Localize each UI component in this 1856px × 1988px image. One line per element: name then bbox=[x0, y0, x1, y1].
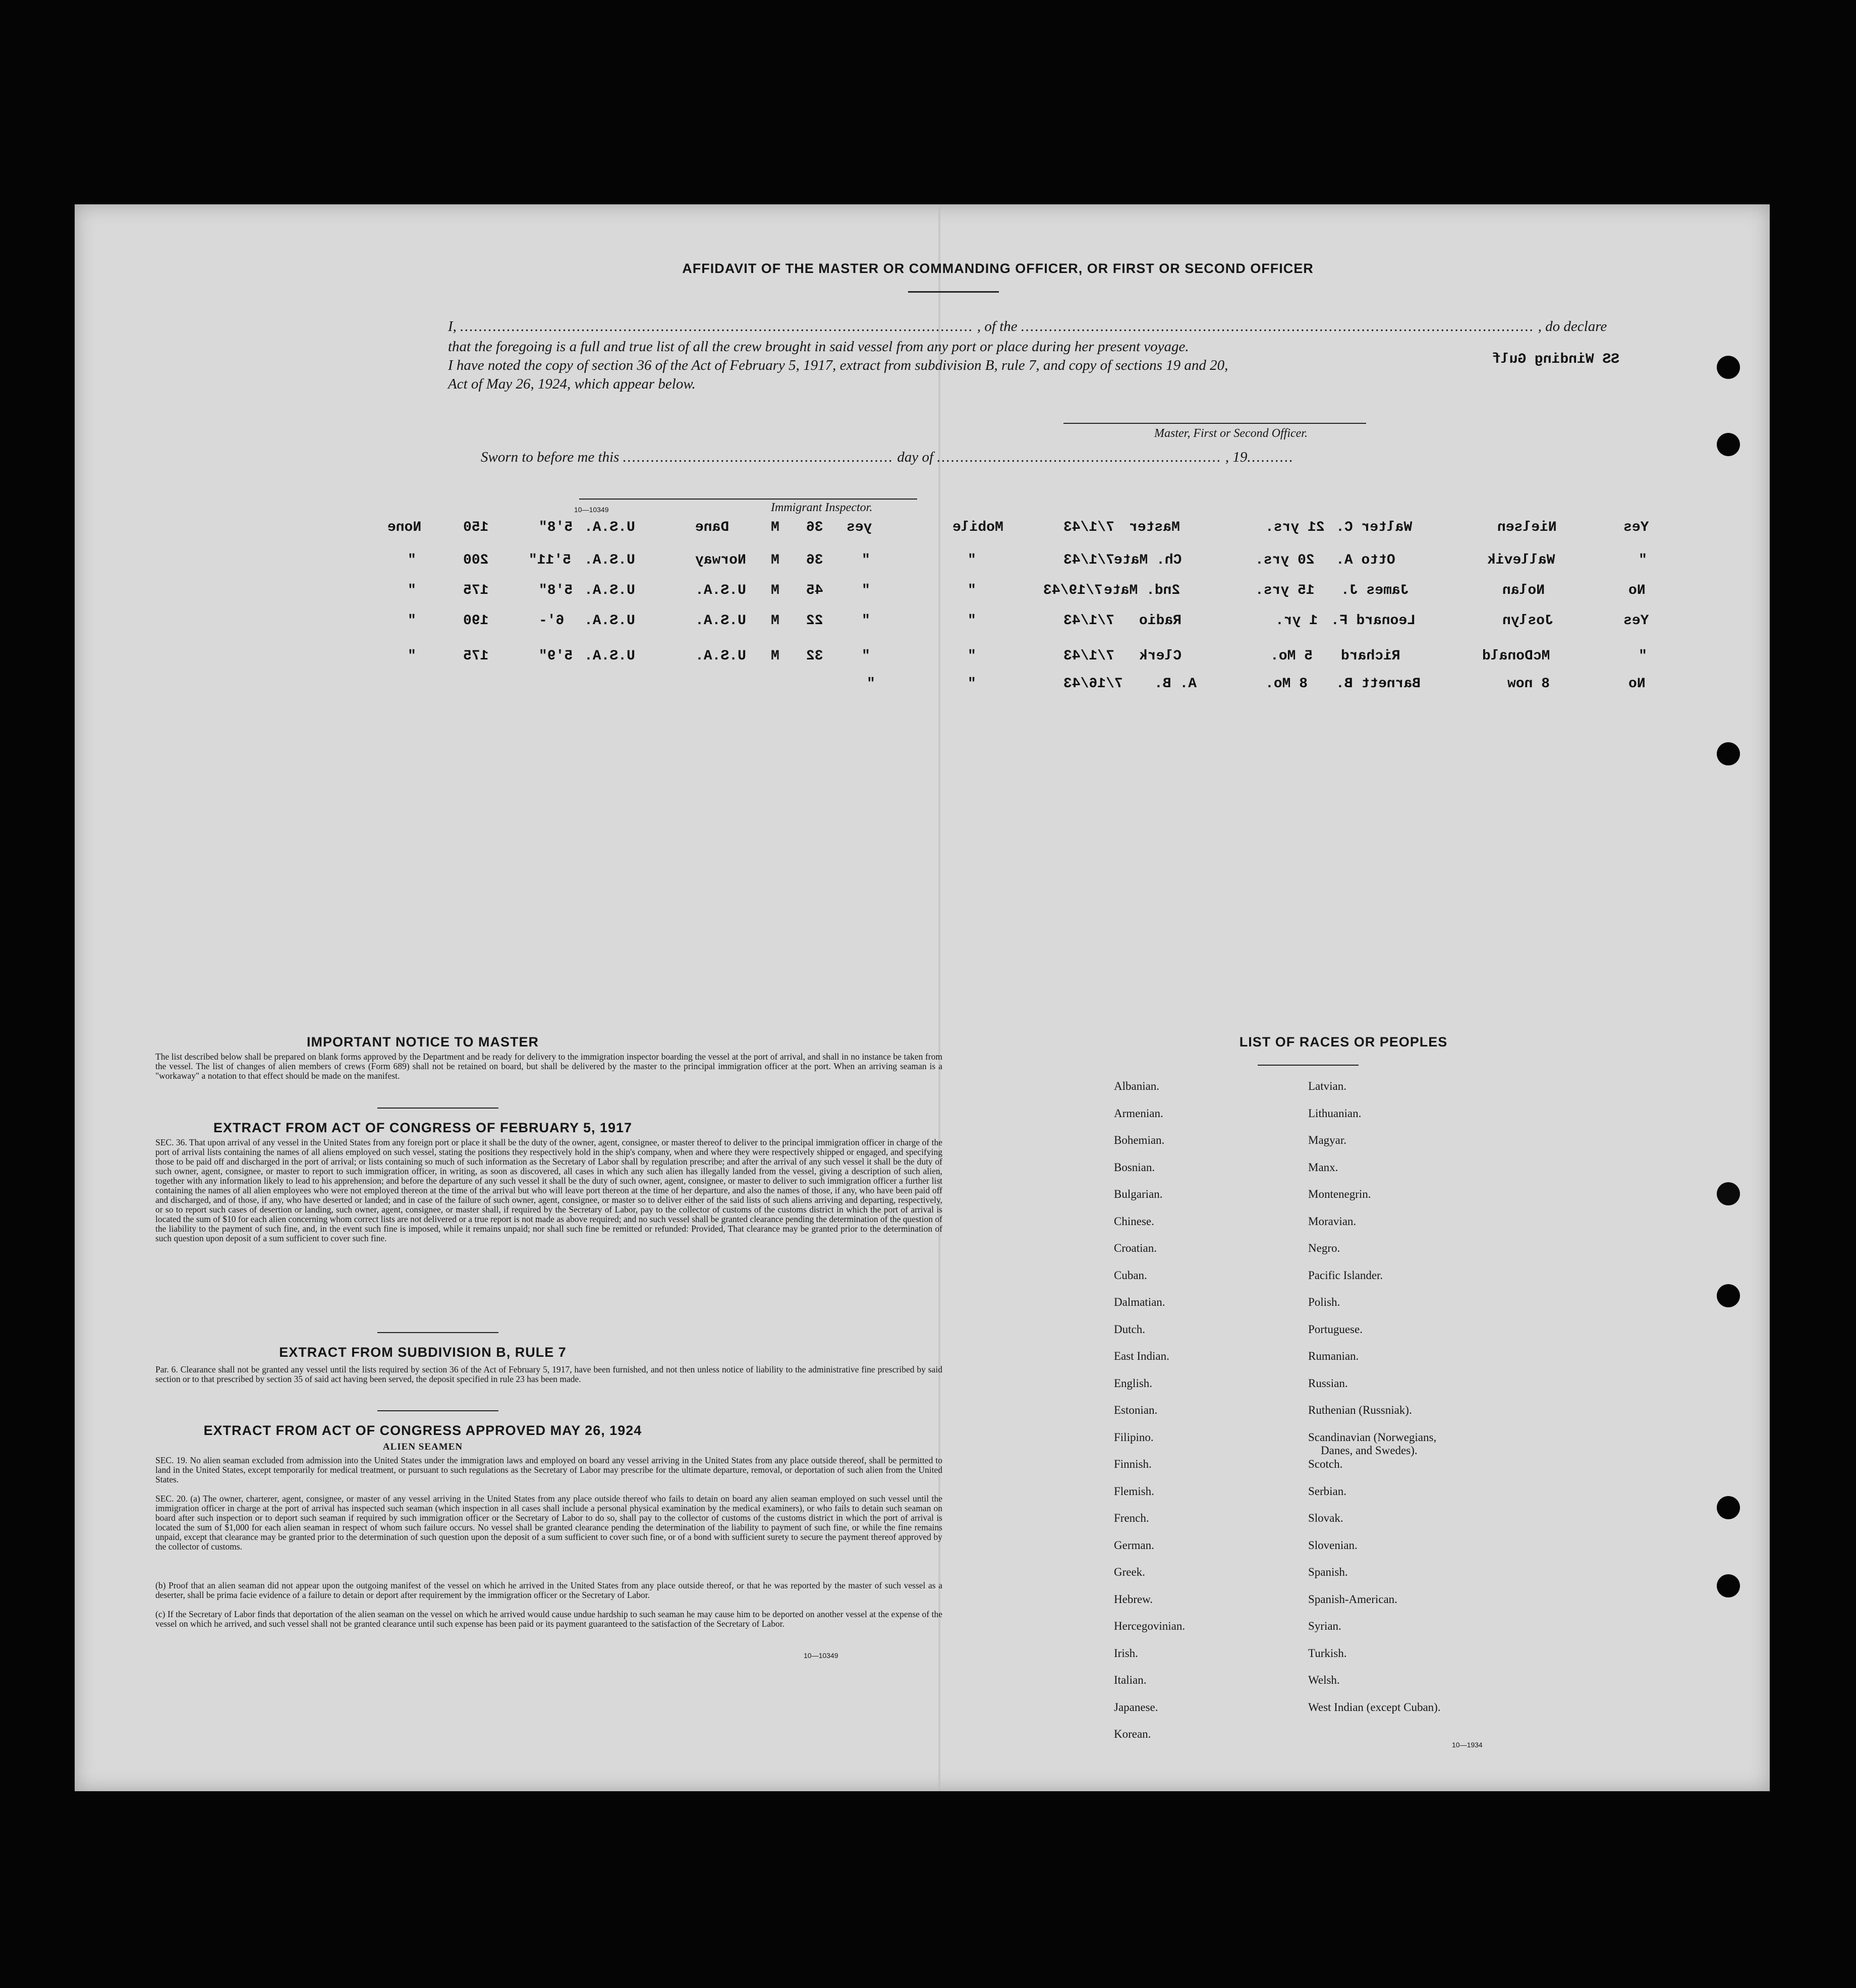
typed-cell: M bbox=[771, 613, 779, 629]
typed-cell: Clerk bbox=[1139, 648, 1182, 664]
typed-cell: 36 bbox=[806, 520, 823, 535]
race-item: Bohemian. bbox=[1114, 1134, 1165, 1146]
typed-cell: 150 bbox=[463, 520, 489, 535]
race-item: German. bbox=[1114, 1538, 1154, 1552]
race-item: Manx. bbox=[1308, 1161, 1338, 1174]
race-item: Moravian. bbox=[1308, 1214, 1357, 1228]
race-item: Turkish. bbox=[1308, 1646, 1347, 1660]
race-item: West Indian (except Cuban). bbox=[1308, 1700, 1441, 1714]
sworn-label: Sworn to before me this bbox=[481, 449, 620, 465]
typed-cell: Master bbox=[1129, 520, 1180, 535]
typed-cell: " bbox=[1639, 648, 1647, 664]
typed-cell: M bbox=[771, 520, 779, 535]
typed-cell: " bbox=[408, 648, 416, 664]
typed-cell: 8 now bbox=[1507, 676, 1550, 692]
typed-cell: U.S.A. bbox=[584, 553, 635, 568]
race-item: Bosnian. bbox=[1114, 1161, 1155, 1174]
act1924-sec19: SEC. 19. No alien seaman excluded from admission into the United States under the immigration laws and employed on board any vessel arriving in the United States from any place outside thereof, shall be permitted to land in the United States, except temporarily for medical treatment, or pursuant to such regulations as the Secretary of Labor may prescribe for the ultimate departure, removal, or deportation of such alien from the United States. bbox=[155, 1455, 942, 1484]
typed-cell: U.S.A. bbox=[584, 583, 635, 598]
act1924-subtitle: ALIEN SEAMEN bbox=[382, 1442, 463, 1452]
affidavit-line-4: Act of May 26, 1924, which appear below. bbox=[448, 376, 696, 392]
declarant-label: I, bbox=[448, 318, 457, 335]
race-item: Magyar. bbox=[1308, 1134, 1347, 1146]
typed-cell: " bbox=[862, 613, 870, 629]
race-item: Bulgarian. bbox=[1114, 1188, 1163, 1200]
typed-cell: 5'11" bbox=[529, 553, 572, 568]
notice-title: IMPORTANT NOTICE TO MASTER bbox=[307, 1034, 539, 1050]
typed-cell: yes bbox=[847, 520, 872, 535]
typed-cell: " bbox=[408, 613, 416, 629]
race-item: Polish. bbox=[1308, 1296, 1340, 1308]
typed-cell: Nielsen bbox=[1497, 520, 1557, 535]
typed-cell: McDonald bbox=[1482, 648, 1550, 664]
typed-cell: 5 Mo. bbox=[1270, 648, 1313, 664]
punch-hole bbox=[1717, 356, 1740, 379]
race-item: Spanish-American. bbox=[1308, 1592, 1397, 1606]
typed-cell: M bbox=[771, 648, 779, 664]
vessel-name-bleed: SS Winding Gulf bbox=[1492, 352, 1620, 367]
typed-cell: 21 yrs. bbox=[1265, 520, 1325, 535]
race-item: Cuban. bbox=[1114, 1268, 1147, 1282]
race-item: Rumanian. bbox=[1308, 1350, 1359, 1362]
race-item: Irish. bbox=[1114, 1646, 1138, 1660]
typed-cell: " bbox=[408, 583, 416, 598]
notice-body: The list described below shall be prepared on blank forms approved by the Department and be ready for delivery to the immigration inspector boarding the vessel at the port of arrival, and shall in no instance be taken from the vessel. The list of changes of alien members of crews (Form 689) shall not be retained on board, but shall be delivered by the master to the principal immigration officer at the port. When an arriving seaman is a "workaway" a notation to that effect should be made on the manifest. bbox=[155, 1052, 942, 1081]
typed-cell: Walter C. bbox=[1336, 520, 1413, 535]
punch-hole bbox=[1717, 1284, 1740, 1307]
typed-cell: 200 bbox=[463, 553, 489, 568]
typed-cell: 22 bbox=[806, 613, 823, 629]
typed-cell: 5'9" bbox=[539, 648, 573, 664]
punch-hole bbox=[1717, 433, 1740, 456]
typed-cell: 15 yrs. bbox=[1255, 583, 1315, 598]
typed-cell: U.S.A. bbox=[584, 520, 635, 535]
race-item: English. bbox=[1114, 1376, 1153, 1390]
typed-cell: M bbox=[771, 583, 779, 598]
typed-cell: 32 bbox=[806, 648, 823, 664]
typed-cell: Ch. Mate bbox=[1114, 553, 1182, 568]
typed-cell: U.S.A. bbox=[584, 613, 635, 629]
race-item: Russian. bbox=[1308, 1376, 1348, 1390]
typed-cell: 7/19/43 bbox=[1043, 583, 1103, 598]
race-item: Albanian. bbox=[1114, 1080, 1160, 1092]
race-item: Korean. bbox=[1114, 1728, 1151, 1740]
typed-cell: Dane bbox=[695, 520, 729, 535]
race-item: Hebrew. bbox=[1114, 1592, 1153, 1606]
typed-cell: Joslyn bbox=[1502, 613, 1553, 629]
signature-label: Master, First or Second Officer. bbox=[1154, 427, 1308, 440]
race-item: Danes, and Swedes). bbox=[1321, 1444, 1418, 1457]
affidavit-line-1: I, .............................................................................................................. , of the .............................................................................................................. , do declare bbox=[448, 318, 1607, 335]
typed-cell: 175 bbox=[463, 648, 489, 664]
year-label: , 19 bbox=[1225, 449, 1248, 465]
typed-cell: " bbox=[862, 583, 870, 598]
typed-cell: 5'8" bbox=[539, 520, 573, 535]
act1924-sec20c: (c) If the Secretary of Labor finds that deportation of the alien seaman on the vessel on which he arrived would cause undue hardship to such seaman he may cause him to be deported on another vessel at the expense of the vessel on which he arrived, and such vessel shall not be granted clearance until such expense has been paid or its payment guaranteed to the satisfaction of the Secretary of Labor. bbox=[155, 1609, 942, 1629]
typed-cell: Barnett B. bbox=[1336, 676, 1421, 692]
act1924-sec20b: (b) Proof that an alien seaman did not appear upon the outgoing manifest of the vessel on which he arrived in the United States from any place outside thereof, or that he was reported by the master of such vessel as a deserter, shall be prima facie evidence of a failure to detain or deport after requirement by the immigration officer or the Secretary of Labor. bbox=[155, 1580, 942, 1600]
act1924-sec20a: SEC. 20. (a) The owner, charterer, agent, consignee, or master of any vessel arriving in the United States from any place outside thereof who fails to detain on board any alien seaman employed on such vessel until the immigration officer in charge at the port of arrival has inspected such seaman (which inspection in all cases shall include a personal physical examination by the medical examiners), or who fails to detain such seaman on board after such inspection or to deport such seaman if required by such immigration officer or the Secretary of Labor to do so, shall pay to the collector of customs of the customs district in which the port of arrival is located the sum of $1,000 for each alien seaman in respect of whom such failure occurs. No vessel shall be granted clearance pending the determination of the liability to payment of such fine, or while the fine remains unpaid, except that clearance may be granted prior to the determination of such question upon the deposit of a sum sufficient to cover such fine, or of a bond with sufficient surety to secure the payment thereof approved by the collector of customs. bbox=[155, 1494, 942, 1552]
punch-hole bbox=[1717, 1182, 1740, 1205]
race-item: Scandinavian (Norwegians, bbox=[1308, 1430, 1437, 1444]
typed-cell: 190 bbox=[463, 613, 489, 629]
typed-cell: Norway bbox=[695, 553, 746, 568]
typed-cell: " bbox=[408, 553, 416, 568]
race-item: Latvian. bbox=[1308, 1080, 1346, 1092]
typed-cell: 20 yrs. bbox=[1255, 553, 1315, 568]
typed-cell: 7/1/43 bbox=[1063, 613, 1114, 629]
typed-cell: 45 bbox=[806, 583, 823, 598]
race-item: Serbian. bbox=[1308, 1484, 1347, 1498]
typed-cell: Otto A. bbox=[1336, 553, 1395, 568]
typed-cell: " bbox=[862, 553, 870, 568]
race-item: Croatian. bbox=[1114, 1242, 1157, 1254]
typed-cell: U.S.A. bbox=[584, 648, 635, 664]
day-label: day of bbox=[897, 449, 934, 465]
sworn-line: Sworn to before me this .......................................................... day of ............................................................. , 19.......... bbox=[481, 449, 1294, 465]
typed-cell: M bbox=[771, 553, 779, 568]
race-item: French. bbox=[1114, 1512, 1149, 1524]
rule7-title: EXTRACT FROM SUBDIVISION B, RULE 7 bbox=[279, 1345, 567, 1360]
declare-label: , do declare bbox=[1538, 318, 1607, 335]
race-item: Armenian. bbox=[1114, 1107, 1163, 1120]
typed-cell: " bbox=[968, 613, 976, 629]
inspector-line bbox=[579, 499, 917, 500]
typed-cell: " bbox=[1639, 553, 1647, 568]
punch-hole bbox=[1717, 1574, 1740, 1597]
race-item: Spanish. bbox=[1308, 1566, 1348, 1578]
typed-cell: " bbox=[862, 648, 870, 664]
manifest-sheet bbox=[75, 204, 1770, 1791]
affidavit-line-2: that the foregoing is a full and true list of all the crew brought in said vessel from any port or place during her present voyage. bbox=[448, 339, 1189, 355]
typed-cell: " bbox=[867, 676, 875, 692]
typed-cell: 7/1/43 bbox=[1063, 520, 1114, 535]
typed-cell: 175 bbox=[463, 583, 489, 598]
race-item: Slovenian. bbox=[1308, 1538, 1358, 1552]
form-number-bottom: 10—10349 bbox=[804, 1651, 838, 1660]
form-number-top: 10—10349 bbox=[574, 506, 609, 514]
typed-cell: " bbox=[968, 648, 976, 664]
race-item: Montenegrin. bbox=[1308, 1188, 1371, 1200]
fold-line bbox=[938, 204, 940, 1791]
race-item: Chinese. bbox=[1114, 1214, 1154, 1228]
race-item: Pacific Islander. bbox=[1308, 1268, 1383, 1282]
typed-cell: " bbox=[968, 583, 976, 598]
race-item: Slovak. bbox=[1308, 1512, 1343, 1524]
typed-cell: Nolan bbox=[1502, 583, 1545, 598]
rule7-body: Par. 6. Clearance shall not be granted any vessel until the lists required by section 36 of the Act of February 5, 1917, have been furnished, and not then unless notice of liability to the administrative fine prescribed by said section or to that prescribed by section 35 of said act having been served, the deposit specified in rule 23 has been made. bbox=[155, 1364, 942, 1384]
divider bbox=[377, 1410, 498, 1411]
race-item: Greek. bbox=[1114, 1566, 1145, 1578]
typed-cell: 7/1/43 bbox=[1063, 648, 1114, 664]
typed-cell: 7/16/43 bbox=[1063, 676, 1123, 692]
race-item: Scotch. bbox=[1308, 1458, 1343, 1470]
typed-cell: 2nd. Mate bbox=[1104, 583, 1180, 598]
race-item: Hercegovinian. bbox=[1114, 1620, 1186, 1632]
affidavit-title: AFFIDAVIT OF THE MASTER OR COMMANDING OFFICER, OR FIRST OR SECOND OFFICER bbox=[682, 261, 1314, 276]
inspector-label: Immigrant Inspector. bbox=[771, 501, 873, 514]
typed-cell: U.S.A. bbox=[695, 613, 746, 629]
typed-cell: No bbox=[1628, 583, 1646, 598]
vessel-label: , of the bbox=[977, 318, 1018, 335]
race-item: Dutch. bbox=[1114, 1322, 1145, 1336]
punch-hole bbox=[1717, 1496, 1740, 1519]
race-item: Dalmatian. bbox=[1114, 1296, 1165, 1308]
title-divider bbox=[908, 291, 999, 293]
races-divider bbox=[1258, 1065, 1359, 1066]
race-item: Japanese. bbox=[1114, 1700, 1158, 1714]
typed-cell: Yes bbox=[1623, 613, 1649, 629]
divider bbox=[377, 1332, 498, 1333]
punch-hole bbox=[1717, 742, 1740, 765]
race-item: Estonian. bbox=[1114, 1404, 1158, 1416]
divider bbox=[377, 1108, 498, 1109]
typed-cell: " bbox=[968, 553, 976, 568]
race-item: Italian. bbox=[1114, 1674, 1147, 1686]
typed-cell: Radio bbox=[1139, 613, 1182, 629]
act1917-title: EXTRACT FROM ACT OF CONGRESS OF FEBRUARY 5, 1917 bbox=[213, 1120, 633, 1135]
race-item: Negro. bbox=[1308, 1242, 1340, 1254]
affidavit-line-3: I have noted the copy of section 36 of the Act of February 5, 1917, extract from subdivision B, rule 7, and copy of sections 19 and 20, bbox=[448, 357, 1228, 373]
typed-cell: U.S.A. bbox=[695, 648, 746, 664]
act1917-body: SEC. 36. That upon arrival of any vessel in the United States from any foreign port or place it shall be the duty of the owner, agent, consignee, or master thereof to deliver to the principal immigration officer in charge of the port of arrival lists containing the names of all aliens employed on such vessel, stating the positions they respectively hold in the ship's company, when and where they were respectively shipped or engaged, and specifying those to be paid off and discharged in the port of arrival; or lists containing so much of such information as the Secretary of Labor shall by regulation prescribe; and after the arrival of any such vessel it shall be the duty of such owner, agent, consignee, or master to report to such immigration officer, in writing, as soon as discovered, all cases in which any such alien has illegally landed from the vessel, giving a description of such alien, together with any information likely to lead to his apprehension; and before the departure of any such vessel it shall be the duty of such owner, agent, consignee, or master to deliver to such immigration officer a further list containing the names of all alien employees who were not employed thereon at the time of the arrival but who will leave port thereon at the time of her departure, and also the names of those, if any, who have been paid off and discharged, and of those, if any, who have deserted or landed; and in case of the failure of such owner, agent, consignee, or master so to deliver either of the said lists of such aliens arriving and departing, respectively, or so to report such cases of desertion or landing, such owner, agent, consignee, or master shall, if required by the Secretary of Labor, pay to the collector of customs of the customs district in which the port of arrival is located the sum of $10 for each alien concerning whom correct lists are not delivered or a true report is not made as above required; and no such vessel shall be granted clearance pending the determination of the question of the liability to the payment of such fine, and, in the event such fine is imposed, while it remains unpaid; nor shall such fine be remitted or refunded: Provided, That clearance may be granted prior to the determination of such question upon deposit of a sum sufficient to cover such fine. bbox=[155, 1137, 942, 1243]
typed-cell: 36 bbox=[806, 553, 823, 568]
race-item: Filipino. bbox=[1114, 1430, 1154, 1444]
typed-cell: A. B. bbox=[1154, 676, 1197, 692]
typed-cell: " bbox=[968, 676, 976, 692]
typed-cell: U.S.A. bbox=[695, 583, 746, 598]
typed-cell: 8 Mo. bbox=[1265, 676, 1308, 692]
typed-cell: Wallevik bbox=[1487, 553, 1555, 568]
typed-cell: 1 yr. bbox=[1275, 613, 1318, 629]
typed-cell: Leonard F. bbox=[1331, 613, 1416, 629]
form-number-races: 10—1934 bbox=[1452, 1741, 1483, 1749]
race-item: Syrian. bbox=[1308, 1620, 1341, 1632]
race-item: Finnish. bbox=[1114, 1458, 1152, 1470]
typed-cell: None bbox=[387, 520, 422, 535]
typed-cell: 5'8" bbox=[539, 583, 573, 598]
race-item: Lithuanian. bbox=[1308, 1107, 1362, 1120]
typed-cell: 6'- bbox=[539, 613, 565, 629]
typed-cell: Yes bbox=[1623, 520, 1649, 535]
signature-line bbox=[1063, 423, 1366, 424]
typed-cell: No bbox=[1628, 676, 1646, 692]
race-item: East Indian. bbox=[1114, 1350, 1169, 1362]
race-item: Flemish. bbox=[1114, 1484, 1154, 1498]
race-item: Welsh. bbox=[1308, 1674, 1340, 1686]
act1924-title: EXTRACT FROM ACT OF CONGRESS APPROVED MAY 26, 1924 bbox=[203, 1423, 642, 1438]
race-item: Portuguese. bbox=[1308, 1322, 1363, 1336]
typed-cell: Mobile bbox=[952, 520, 1003, 535]
typed-cell: 7/1/43 bbox=[1063, 553, 1114, 568]
race-item: Ruthenian (Russniak). bbox=[1308, 1404, 1412, 1416]
typed-cell: James J. bbox=[1341, 583, 1409, 598]
races-title: LIST OF RACES OR PEOPLES bbox=[1239, 1034, 1448, 1050]
typed-cell: Richard bbox=[1341, 648, 1400, 664]
